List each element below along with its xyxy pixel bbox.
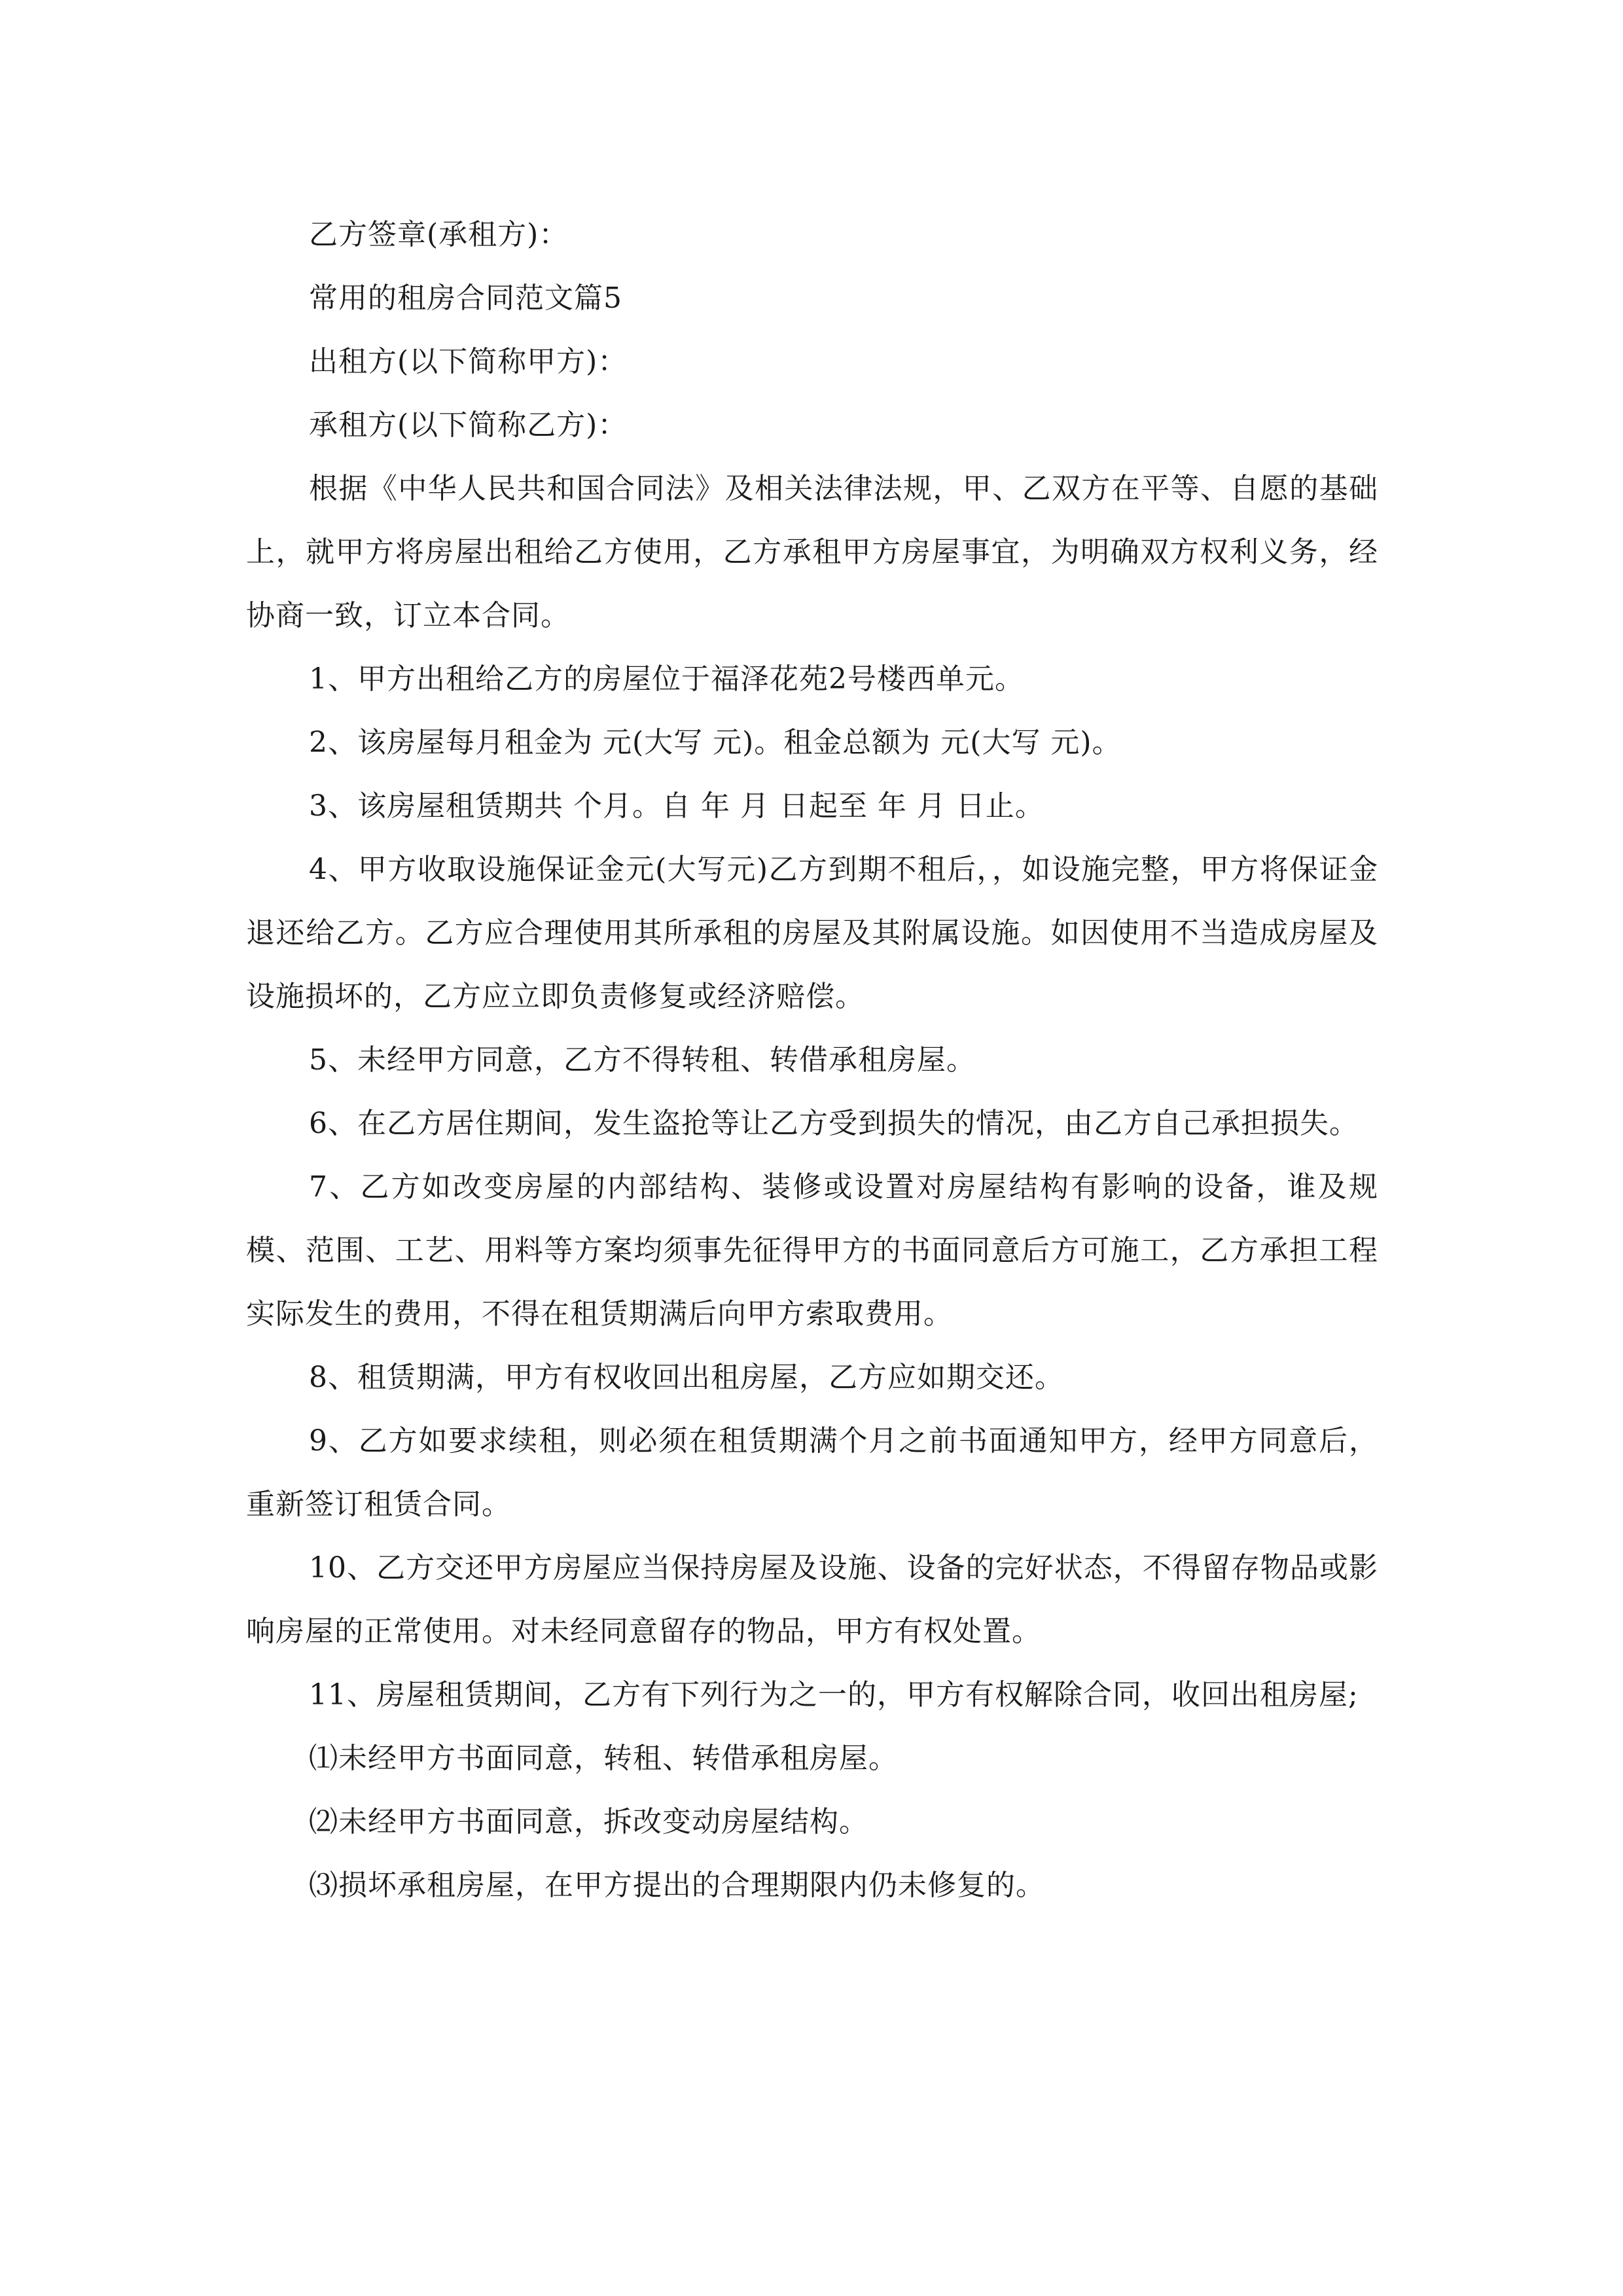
signature-line-party-b: 乙方签章(承租方)： bbox=[309, 218, 569, 251]
document-body bbox=[246, 203, 1378, 1917]
clause-7: 7、乙方如改变房屋的内部结构、装修或设置对房屋结构有影响的设备，谁及规模、范围、工艺、用料等方案均须事先征得甲方的书面同意后方可施工，乙方承担工程实际发生的费用，不得在租赁期满后向甲方索取费用。 bbox=[246, 1170, 1378, 1331]
clause-11-item-1: ⑴未经甲方书面同意，转租、转借承租房屋。 bbox=[309, 1742, 898, 1775]
section-title: 常用的租房合同范文篇5 bbox=[309, 281, 622, 315]
clause-2: 2、该房屋每月租金为 元(大写 元)。租金总额为 元(大写 元)。 bbox=[309, 726, 1122, 759]
clause-8: 8、租赁期满，甲方有权收回出租房屋，乙方应如期交还。 bbox=[309, 1361, 1064, 1394]
clause-11-item-3: ⑶损坏承租房屋，在甲方提出的合理期限内仍未修复的。 bbox=[309, 1869, 1045, 1902]
clause-11-item-2: ⑵未经甲方书面同意，拆改变动房屋结构。 bbox=[309, 1805, 868, 1839]
clause-1: 1、甲方出租给乙方的房屋位于福泽花苑2号楼西单元。 bbox=[309, 662, 1024, 696]
clause-6: 6、在乙方居住期间，发生盗抢等让乙方受到损失的情况，由乙方自己承担损失。 bbox=[309, 1107, 1359, 1140]
clause-10: 10、乙方交还甲方房屋应当保持房屋及设施、设备的完好状态，不得留存物品或影响房屋的正常使用。对未经同意留存的物品，甲方有权处置。 bbox=[246, 1551, 1378, 1648]
clause-11: 11、房屋租赁期间，乙方有下列行为之一的，甲方有权解除合同，收回出租房屋; bbox=[309, 1678, 1359, 1712]
clause-5: 5、未经甲方同意，乙方不得转租、转借承租房屋。 bbox=[309, 1043, 976, 1077]
lessor-line: 出租方(以下简称甲方)： bbox=[309, 345, 628, 378]
clause-3: 3、该房屋租赁期共 个月。自 年 月 日起至 年 月 日止。 bbox=[309, 789, 1044, 823]
lessee-line: 承租方(以下简称乙方)： bbox=[309, 408, 628, 442]
clause-9: 9、乙方如要求续租，则必须在租赁期满个月之前书面通知甲方，经甲方同意后，重新签订租赁合同。 bbox=[246, 1424, 1378, 1521]
preamble-paragraph: 根据《中华人民共和国合同法》及相关法律法规，甲、乙双方在平等、自愿的基础上，就甲方将房屋出租给乙方使用，乙方承租甲方房屋事宜，为明确双方权利义务，经协商一致，订立本合同。 bbox=[246, 472, 1378, 632]
clause-4: 4、甲方收取设施保证金元(大写元)乙方到期不租后，，如设施完整，甲方将保证金退还给乙方。乙方应合理使用其所承租的房屋及其附属设施。如因使用不当造成房屋及设施损坏的，乙方应立即负责修复或经济赔偿。 bbox=[246, 853, 1378, 1013]
